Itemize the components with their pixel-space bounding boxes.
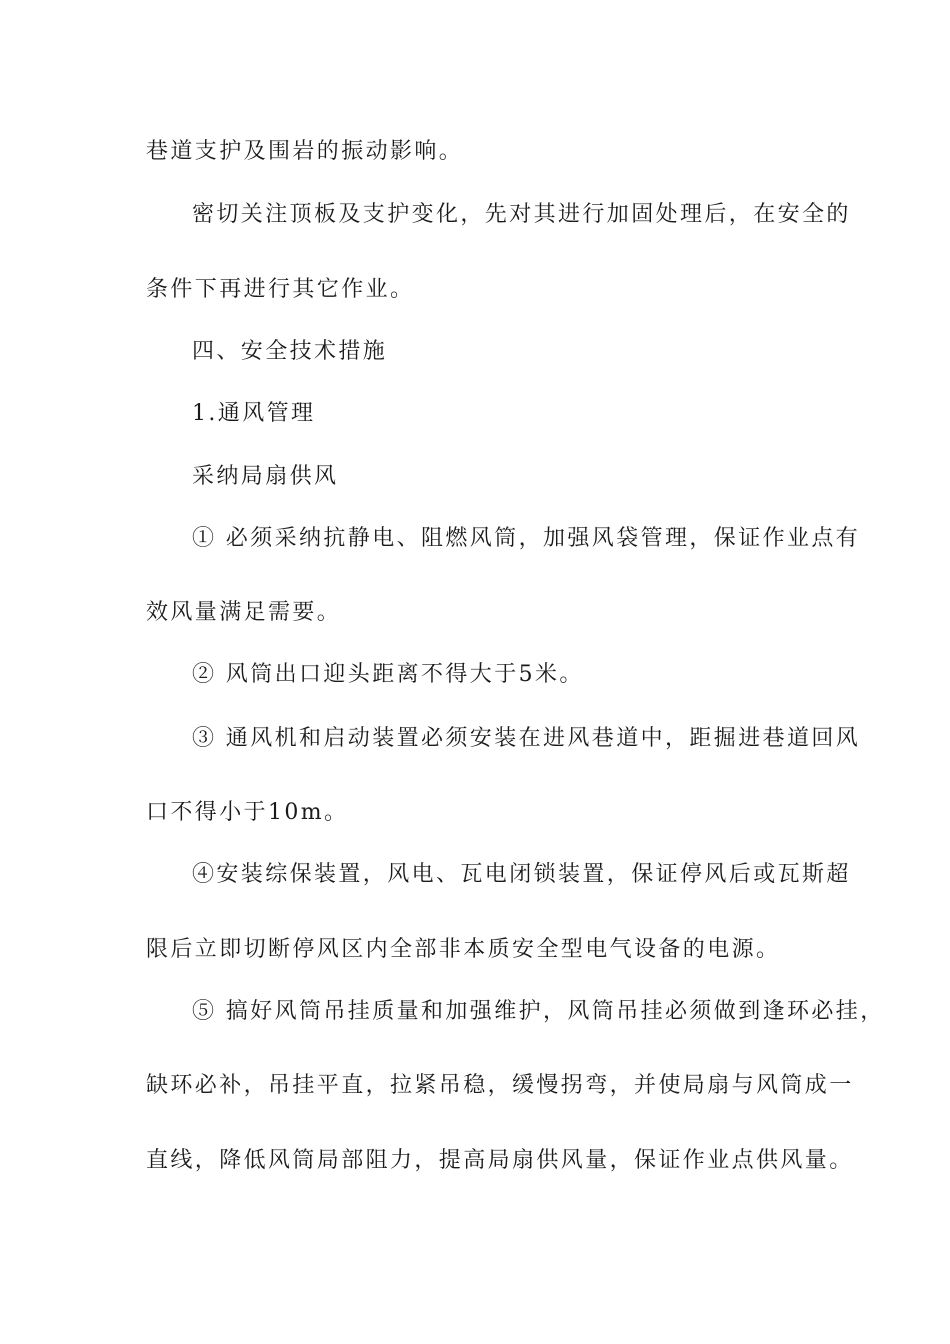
list-item-2: ② 风筒出口迎头距离不得大于5米。 (192, 662, 584, 687)
list-item-5-line-3: 直线，降低风筒局部阻力，提高局扇供风量，保证作业点供风量。 (146, 1148, 854, 1173)
section-heading: 四、安全技术措施 (192, 339, 388, 364)
text-line-3: 条件下再进行其它作业。 (146, 277, 415, 302)
list-item-4-line-2: 限后立即切断停风区内全部非本质安全型电气设备的电源。 (146, 937, 781, 962)
list-item-4-line-1: ④安装综保装置，风电、瓦电闭锁装置，保证停风后或瓦斯超 (192, 862, 851, 887)
subsection-heading: 1.通风管理 (192, 401, 316, 426)
list-item-5-line-1: ⑤ 搞好风筒吊挂质量和加强维护，风筒吊挂必须做到逢环必挂， (192, 999, 885, 1024)
list-item-3-line-1: ③ 通风机和启动装置必须安装在进风巷道中，距掘进巷道回风 (192, 726, 861, 751)
list-item-5-line-2: 缺环必补，吊挂平直，拉紧吊稳，缓慢拐弯，并使局扇与风筒成一 (146, 1073, 854, 1098)
list-item-3-line-2: 口不得小于10m。 (146, 800, 349, 825)
text-line-2: 密切关注顶板及支护变化，先对其进行加固处理后，在安全的 (192, 202, 851, 227)
text-line-1: 巷道支护及围岩的振动影响。 (146, 139, 464, 164)
text-line-6: 采纳局扇供风 (192, 464, 339, 489)
list-item-1-line-1: ① 必须采纳抗静电、阻燃风筒，加强风袋管理，保证作业点有 (192, 526, 861, 551)
list-item-1-line-2: 效风量满足需要。 (146, 600, 342, 625)
